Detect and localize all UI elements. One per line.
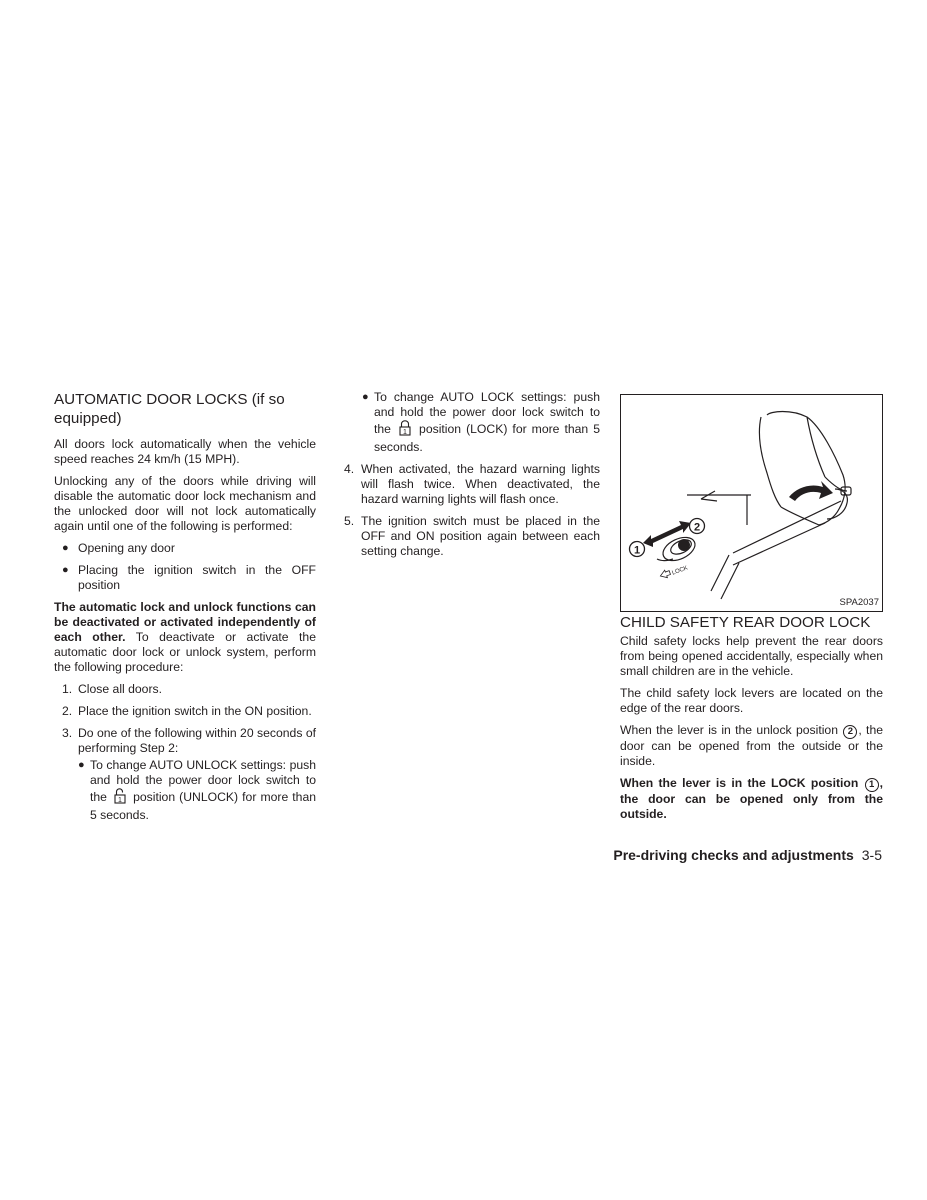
unlock-icon: [113, 788, 127, 808]
callout-2: 2: [693, 521, 701, 534]
bullet-icon: ●: [62, 542, 69, 554]
list-item: ● To change AUTO UNLOCK settings: push and hold the power door lock switch to the 1 position (UNLOCK) for more than 5 seconds.: [78, 758, 317, 822]
left-column: [54, 390, 316, 823]
paragraph: When the lever is in the unlock position 2 , the door can be opened from the outside or the inside.: [620, 723, 884, 768]
step-item: 3. Do one of the following within 20 seconds of performing Step 2:: [62, 726, 316, 755]
paragraph: When the lever is in the LOCK position 1 , the door can be opened only from the outside.: [620, 776, 883, 821]
middle-column: [344, 390, 600, 566]
paragraph: All doors lock automatically when the vehicle speed reaches 24 km/h (15 MPH).: [54, 437, 316, 466]
bullet-icon: ●: [62, 564, 69, 576]
figure-code: SPA2037: [839, 597, 879, 608]
list-item: ● Placing the ignition switch in the OFF position: [62, 563, 316, 592]
paragraph: The automatic lock and unlock functions can be deactivated or activated independently of each other. To deactivate or activate the automatic door lock or unlock system, perform the following procedure:: [54, 600, 316, 674]
child-lock-illustration: [621, 395, 882, 611]
callout-1-inline: 1: [865, 778, 879, 792]
lever-lock-label: LOCK: [671, 565, 689, 577]
paragraph: The child safety lock levers are located on the edge of the rear doors.: [620, 686, 883, 715]
bold-lead: The automatic lock and unlock functions can be deactivated or activated independently of each other.: [54, 600, 316, 644]
bullet-icon: ●: [362, 391, 369, 403]
child-safety-heading: CHILD SAFETY REAR DOOR LOCK: [620, 614, 871, 631]
step-item: 4. When activated, the hazard warning lights will flash twice. When deactivated, the hazard warning lights will flash once.: [344, 462, 600, 506]
step-item: 1. Close all doors.: [62, 682, 162, 696]
lock-icon: [398, 420, 412, 440]
list-item: ● Opening any door: [62, 541, 175, 555]
step-item: 2. Place the ignition switch in the ON position.: [62, 704, 312, 718]
right-column: [620, 394, 883, 829]
page-number: 3-5: [861, 847, 882, 863]
svg-text:1: 1: [118, 797, 122, 804]
step-item: 5. The ignition switch must be placed in the OFF and ON position again between each setting change.: [344, 514, 600, 558]
section-title: Pre-driving checks and adjustments: [613, 847, 854, 863]
paragraph: Child safety locks help prevent the rear doors from being opened accidentally, especially when small children are in the vehicle.: [620, 634, 883, 678]
paragraph: Unlocking any of the doors while driving will disable the automatic door lock mechanism and the unlocked door will not lock automatically again until one of the following is performed:: [54, 474, 316, 533]
bullet-icon: ●: [78, 759, 85, 771]
svg-text:1: 1: [403, 429, 407, 436]
callout-1: 1: [633, 544, 641, 557]
child-lock-figure: [620, 394, 883, 612]
auto-door-locks-heading: AUTOMATIC DOOR LOCKS (if so equipped): [54, 391, 285, 427]
list-item: ● To change AUTO LOCK settings: push and hold the power door lock switch to the 1 position (LOCK) for more than 5 seconds.: [362, 390, 601, 454]
callout-2-inline: 2: [843, 725, 857, 739]
page-footer: [612, 847, 882, 863]
